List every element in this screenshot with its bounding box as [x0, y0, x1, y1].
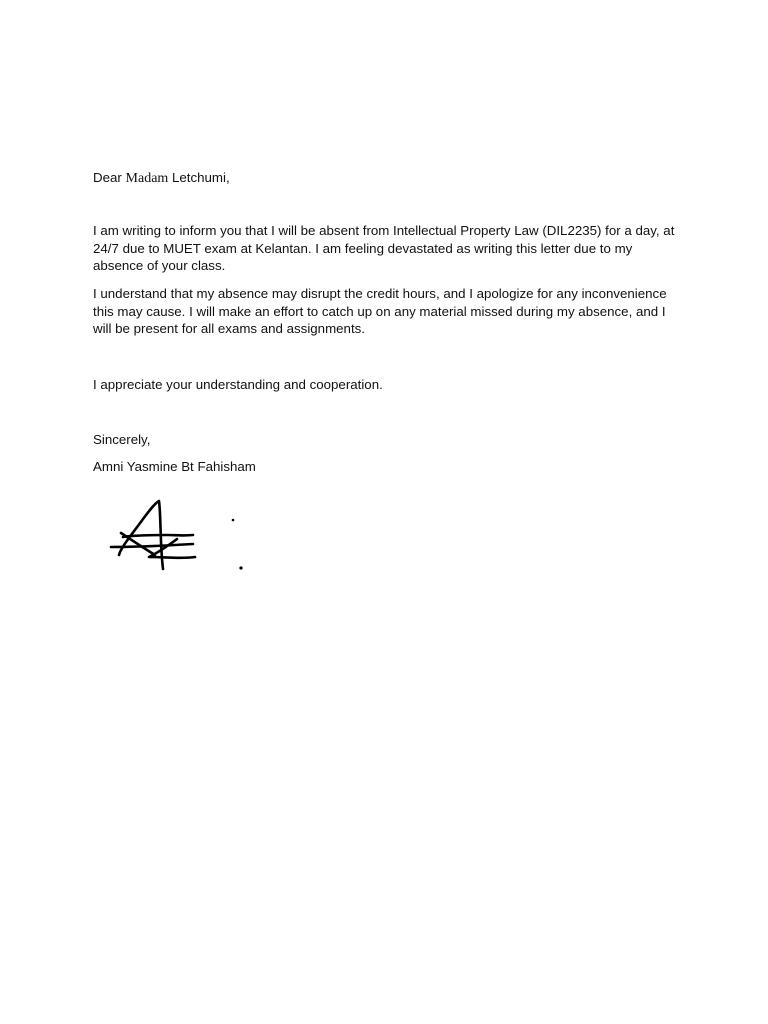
greeting: [93, 169, 230, 188]
paragraph-apology: I understand that my absence may disrupt the credit hours, and I apologize for any inconvenience this may cause. I will make an effort to catch up on any material missed during my absence, and I will be present for all exams and assignments.: [93, 286, 667, 336]
greeting-prefix: Dear: [93, 170, 122, 185]
paragraph-appreciation: I appreciate your understanding and cooperation.: [93, 377, 383, 392]
greeting-name: Letchumi,: [172, 170, 230, 185]
signer-name: Amni Yasmine Bt Fahisham: [93, 459, 256, 474]
closing: Sincerely,: [93, 432, 151, 447]
handwritten-signature: [105, 495, 255, 577]
paragraph-absence-notice: I am writing to inform you that I will be absent from Intellectual Property Law (DIL2235) for a day, at 24/7 due to MUET exam at Kelantan. I am feeling devastated as writing this letter due to my absence of your class.: [93, 223, 675, 273]
greeting-title: Madam: [125, 171, 169, 186]
